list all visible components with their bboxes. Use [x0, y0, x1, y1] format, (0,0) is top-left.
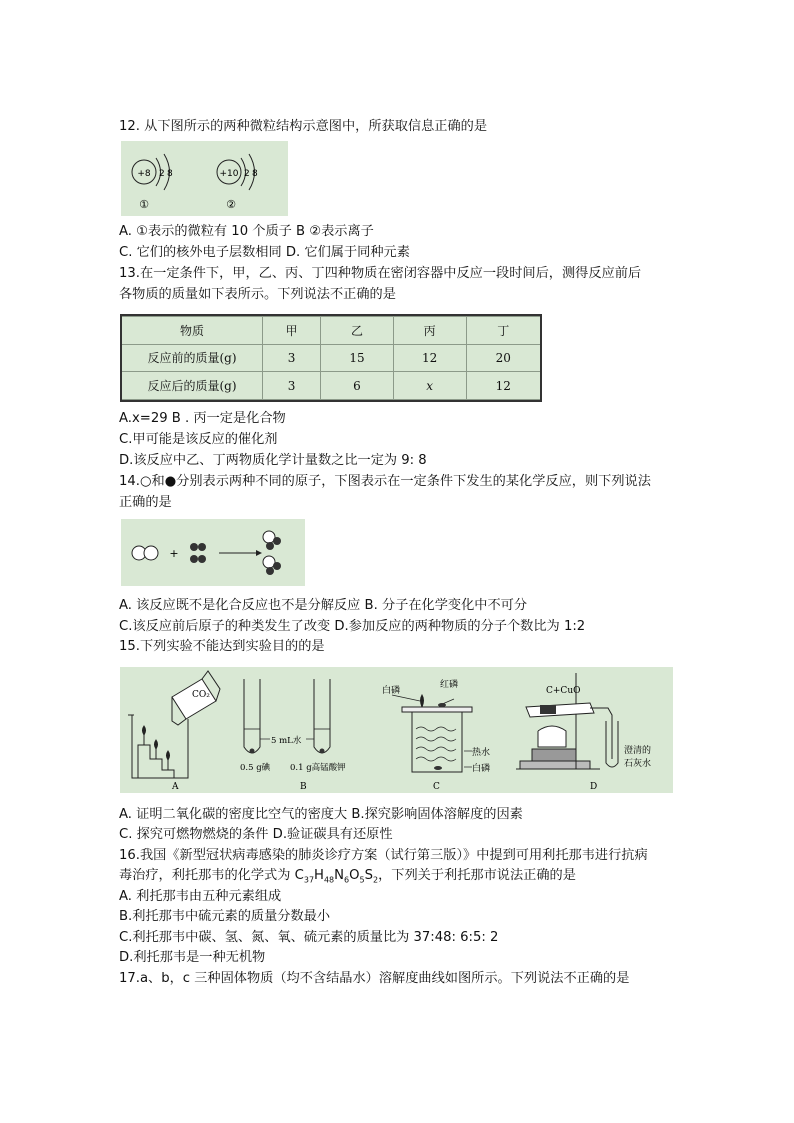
experiment-d-letter: D	[590, 782, 598, 792]
q13-option-c: C.甲可能是该反应的催化剂	[119, 432, 278, 447]
q13-option-ab: A.x=29 B . 丙一定是化合物	[119, 411, 286, 426]
particle-1-label: ①	[139, 198, 149, 211]
table-header-row	[121, 317, 541, 345]
q16-option-a: A. 利托那韦由五种元素组成	[119, 889, 282, 904]
table-cell: 12	[466, 372, 541, 400]
table-cell: 12	[393, 344, 466, 372]
q16-stem-text: 毒治疗，利托那韦的化学式为	[119, 868, 295, 883]
limewater-label-line2: 石灰水	[624, 759, 652, 769]
q16-stem-line1: 16.我国《新型冠状病毒感染的肺炎诊疗方案（试行第三版）》中提到可用利托那韦进行抗病	[119, 848, 648, 863]
table-cell: 6	[321, 372, 394, 400]
iodine-label: 0.5 g碘	[240, 763, 271, 773]
table-cell: 20	[466, 344, 541, 372]
q14-option-cd: C.该反应前后原子的种类发生了改变 D.参加反应的两种物质的分子个数比为 1:2	[119, 619, 586, 634]
table-cell: x	[393, 372, 466, 400]
plus-sign: +	[169, 547, 179, 560]
table-row	[121, 372, 541, 400]
table-header-cell: 甲	[263, 317, 321, 345]
table-header-cell: 乙	[321, 317, 394, 345]
q16-stem-line2	[119, 867, 576, 890]
particle-2-nucleus: +10	[219, 169, 239, 179]
experiment-c-letter: C	[433, 782, 440, 792]
q15-experiment-figure	[120, 667, 673, 793]
particle-1-shell2: 8	[167, 169, 173, 179]
table-header-cell: 物质	[121, 317, 263, 345]
q15-option-ab: A. 证明二氧化碳的密度比空气的密度大 B.探究影响固体溶解度的因素	[119, 807, 523, 822]
particle-2-shell1: 2	[244, 169, 250, 179]
table-cell: 反应前的质量(g)	[121, 344, 263, 372]
particle-1-diagram	[132, 154, 173, 211]
q16-option-c: C.利托那韦中碳、氢、氮、氧、硫元素的质量比为 37:48: 6:5: 2	[119, 930, 499, 945]
table-row	[121, 344, 541, 372]
reactant-white-molecule	[132, 546, 158, 560]
experiment-c	[392, 695, 472, 772]
reaction-arrow-icon	[219, 550, 262, 556]
table-cell: 15	[321, 344, 394, 372]
q12-option-cd: C. 它们的核外电子层数相同 D. 它们属于同种元素	[119, 245, 410, 260]
q12-stem: 12. 从下图所示的两种微粒结构示意图中，所获取信息正确的是	[119, 119, 488, 134]
q16-stem-tail: ，下列关于利托那市说法正确的是	[378, 868, 576, 883]
q12-atom-diagram	[121, 141, 288, 216]
water-volume-label: 5 mL水	[271, 736, 302, 746]
q15-option-cd: C. 探究可燃物燃烧的条件 D.验证碳具有还原性	[119, 827, 393, 842]
q14-stem-line2: 正确的是	[119, 495, 172, 510]
q14-reaction-diagram	[121, 519, 305, 586]
q17-stem: 17.a、b，c 三种固体物质（均不含结晶水）溶解度曲线如图所示。下列说法不正确的是	[119, 971, 630, 986]
limewater-label-line1: 澄清的	[624, 746, 652, 756]
table-cell: 3	[263, 372, 321, 400]
table-cell: 3	[263, 344, 321, 372]
particle-2-label: ②	[226, 198, 236, 211]
experiment-a-letter: A	[172, 782, 179, 792]
table-header-cell: 丁	[466, 317, 541, 345]
q16-option-d: D.利托那韦是一种无机物	[119, 950, 266, 965]
red-phosphorus-label: 红磷	[440, 680, 459, 690]
q13-stem-line1: 13.在一定条件下，甲，乙、丙、丁四种物质在密闭容器中反应一段时间后，测得反应前后	[119, 266, 642, 281]
q13-option-d: D.该反应中乙、丁两物质化学计量数之比一定为 9: 8	[119, 453, 427, 468]
q16-option-b: B.利托那韦中硫元素的质量分数最小	[119, 909, 331, 924]
q14-option-ab: A. 该反应既不是化合反应也不是分解反应 B. 分子在化学变化中不可分	[119, 598, 528, 613]
co2-bottle-label: CO₂	[192, 690, 210, 700]
reagent-label: C+CuO	[546, 686, 581, 696]
q13-mass-table	[120, 314, 542, 402]
white-phosphorus-top-label: 白磷	[382, 686, 401, 696]
table-cell: 反应后的质量(g)	[121, 372, 263, 400]
table-header-cell: 丙	[393, 317, 466, 345]
experiment-b-letter: B	[300, 782, 307, 792]
particle-1-nucleus: +8	[137, 169, 151, 179]
particle-2-shell2: 8	[252, 169, 258, 179]
experiment-a	[128, 671, 220, 778]
q12-option-ab: A. ①表示的微粒有 10 个质子 B ②表示离子	[119, 224, 374, 239]
particle-2-diagram	[217, 154, 258, 211]
white-phosphorus-bottom-label: 白磷	[472, 764, 491, 774]
q14-stem-line1: 14.○和●分别表示两种不同的原子，下图表示在一定条件下发生的某化学反应，则下列说法	[119, 474, 651, 489]
product-molecules	[263, 531, 281, 575]
reactant-black-molecules	[190, 543, 206, 563]
particle-1-shell1: 2	[159, 169, 165, 179]
ritonavir-formula: $C_{37}H_{48}N_6O_5S_2$	[294, 868, 379, 885]
q15-stem: 15.下列实验不能达到实验目的的是	[119, 639, 325, 654]
q13-stem-line2: 各物质的质量如下表所示。下列说法不正确的是	[119, 287, 396, 302]
hot-water-label: 热水	[472, 748, 491, 758]
permanganate-label: 0.1 g高锰酸钾	[290, 763, 346, 773]
